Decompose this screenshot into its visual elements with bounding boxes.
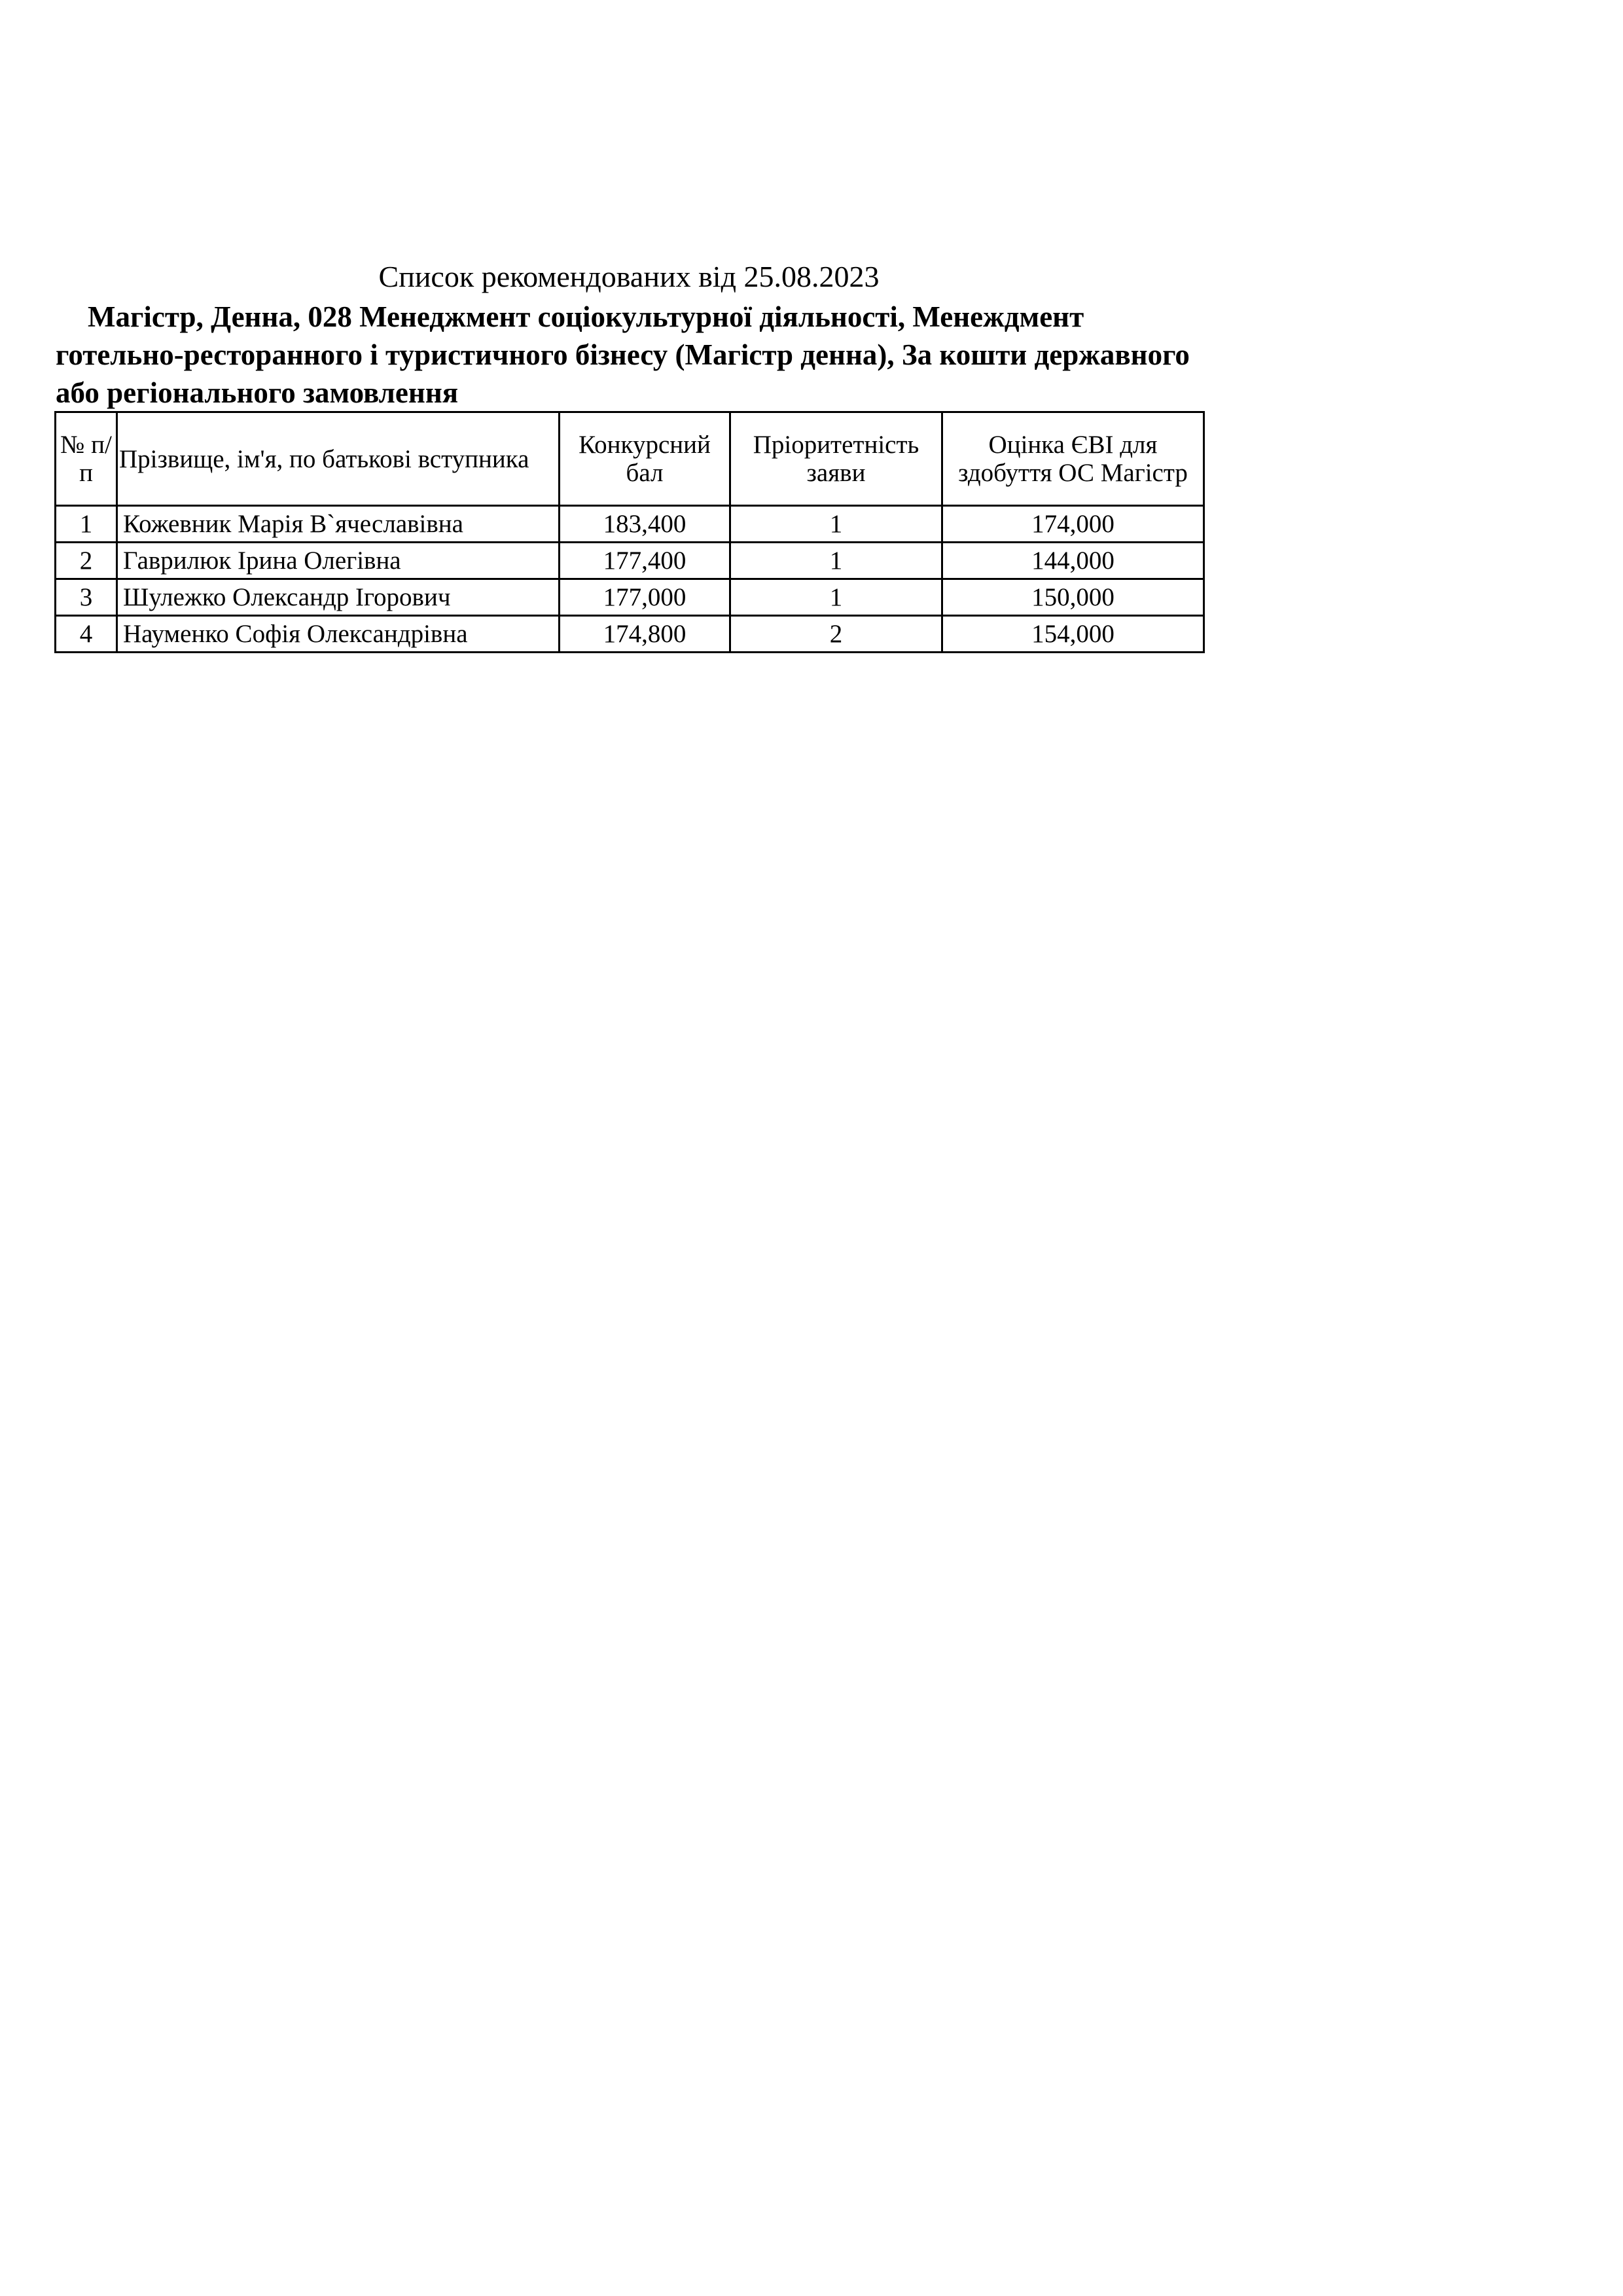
header-num: № п/п xyxy=(56,412,117,506)
cell-score: 177,400 xyxy=(560,543,730,579)
cell-evi: 154,000 xyxy=(942,616,1204,653)
cell-num: 2 xyxy=(56,543,117,579)
cell-priority: 1 xyxy=(730,543,942,579)
document-subtitle: Магістр, Денна, 028 Менеджмент соціокультурної діяльності, Менеждмент готельно-ресторанного і туристичного бізнесу (Магістр денна), За кошти державного або регіонального замовлення xyxy=(56,300,1190,409)
cell-evi: 150,000 xyxy=(942,579,1204,616)
table-row xyxy=(56,616,1204,653)
table-row xyxy=(56,579,1204,616)
header-score: Конкурсний бал xyxy=(560,412,730,506)
cell-priority: 1 xyxy=(730,579,942,616)
cell-name: Кожевник Марія В`ячеславівна xyxy=(117,506,560,543)
cell-score: 183,400 xyxy=(560,506,730,543)
cell-name: Науменко Софія Олександрівна xyxy=(117,616,560,653)
table-header-row xyxy=(56,412,1204,506)
cell-num: 4 xyxy=(56,616,117,653)
cell-score: 174,800 xyxy=(560,616,730,653)
cell-name: Гаврилюк Ірина Олегівна xyxy=(117,543,560,579)
cell-priority: 1 xyxy=(730,506,942,543)
table-row xyxy=(56,506,1204,543)
header-evi: Оцінка ЄВІ для здобуття ОС Магістр xyxy=(942,412,1204,506)
cell-num: 3 xyxy=(56,579,117,616)
cell-name: Шулежко Олександр Ігорович xyxy=(117,579,560,616)
recommended-list-table xyxy=(54,411,1205,653)
table-row xyxy=(56,543,1204,579)
cell-evi: 174,000 xyxy=(942,506,1204,543)
cell-priority: 2 xyxy=(730,616,942,653)
cell-evi: 144,000 xyxy=(942,543,1204,579)
document-title: Список рекомендованих від 25.08.2023 xyxy=(378,260,880,293)
cell-score: 177,000 xyxy=(560,579,730,616)
header-priority: Пріоритетність заяви xyxy=(730,412,942,506)
header-name: Прізвище, ім'я, по батькові вступника xyxy=(117,412,560,506)
cell-num: 1 xyxy=(56,506,117,543)
